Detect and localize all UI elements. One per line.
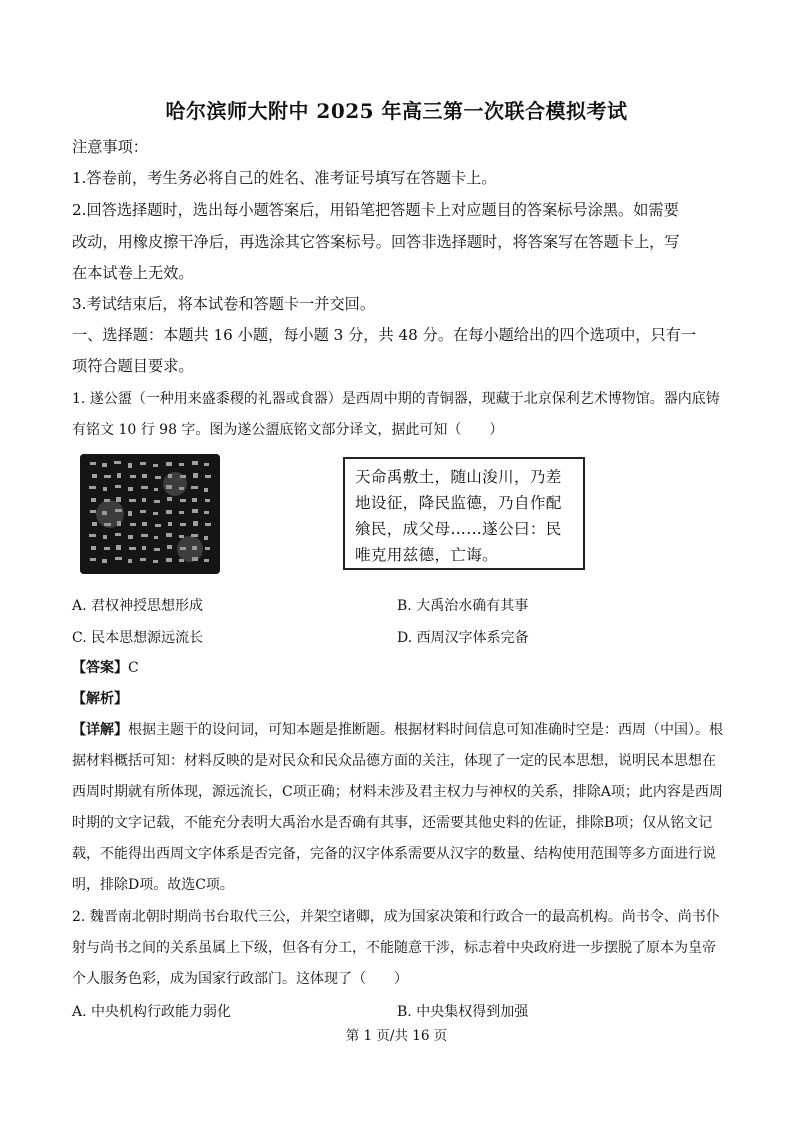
q1-detail-line-6: 明，排除D项。故选C项。: [72, 877, 234, 893]
notice-item-1: 1.答卷前，考生务必将自己的姓名、准考证号填写在答题卡上。: [72, 169, 497, 187]
passage-line-4: 唯克用兹德，亡诲。: [355, 546, 499, 564]
inscription-rubbing-image: [80, 454, 220, 574]
answer-label: 【答案】: [72, 660, 128, 676]
section-heading-line-1: 一、选择题：本题共 16 小题，每小题 3 分，共 48 分。在每小题给出的四个选项中，只有一: [72, 326, 697, 344]
q1-answer: [72, 657, 732, 677]
question-1-stem-line-2: 有铭文 10 行 98 字。图为遂公盨底铭文部分译文，据此可知（ ）: [72, 422, 504, 438]
q2-option-b: B. 中央集权得到加强: [397, 1004, 529, 1020]
q1-detail-line-1: [72, 719, 732, 739]
q1-detail-line-2: 据材料概括可知：材料反映的是对民众和民众品德方面的关注，体现了一定的民本思想，说明民本思想在: [72, 753, 716, 769]
translation-passage-box: [343, 457, 585, 570]
exam-title: 哈尔滨师大附中 2025 年高三第一次联合模拟考试: [165, 99, 628, 123]
detail-text-1: 根据主题干的设问词，可知本题是推断题。根据材料时间信息可知准确时空是：西周（中国）。根: [128, 722, 723, 738]
q1-option-d: D. 西周汉字体系完备: [397, 630, 529, 646]
answer-value: C: [128, 660, 139, 676]
page-number-footer: 第 1 页/共 16 页: [345, 1028, 448, 1044]
notice-item-2-line-1: 2.回答选择题时，选出每小题答案后，用铅笔把答题卡上对应题目的答案标号涂黑。如需要: [72, 201, 679, 219]
question-2-stem-line-3: 个人服务色彩，成为国家行政部门。这体现了（ ）: [72, 971, 408, 987]
q1-option-c: C. 民本思想源远流长: [72, 630, 204, 646]
q1-detail-line-4: 时期的文字记载，不能充分表明大禹治水是否确有其事，还需要其他史料的佐证，排除B项；仅从铭文记: [72, 815, 713, 831]
notice-item-2-line-3: 在本试卷上无效。: [72, 264, 194, 282]
q1-detail-line-5: 载，不能得出西周文字体系是否完备，完备的汉字体系需要从汉字的数量、结构使用范围等多方面进行说: [72, 846, 716, 862]
q1-detail-line-3: 西周时期就有所体现，源远流长，C项正确；材料未涉及君主权力与神权的关系，排除A项；此内容是西周: [72, 784, 723, 800]
question-2-stem-line-2: 射与尚书之间的关系虽属上下级，但各有分工，不能随意干涉，标志着中央政府进一步摆脱了原本为皇帝: [72, 940, 716, 956]
notice-heading: 注意事项：: [72, 138, 148, 156]
passage-line-3: 飨民，成父母……遂公曰：民: [355, 520, 562, 538]
notice-item-2-line-2: 改动，用橡皮擦干净后，再选涂其它答案标号。回答非选择题时，将答案写在答题卡上，写: [72, 233, 680, 251]
notice-item-3: 3.考试结束后，将本试卷和答题卡一并交回。: [72, 295, 376, 313]
section-heading-line-2: 项符合题目要求。: [72, 357, 194, 375]
q1-option-a: A. 君权神授思想形成: [72, 598, 204, 614]
detail-label: 【详解】: [72, 722, 128, 738]
analysis-label: 【解析】: [72, 691, 128, 707]
passage-line-1: 天命禹敷土，随山浚川，乃差: [355, 468, 562, 486]
q2-option-a: A. 中央机构行政能力弱化: [72, 1004, 232, 1020]
question-1-stem-line-1: 1. 遂公盨（一种用来盛黍稷的礼器或食器）是西周中期的青铜器，现藏于北京保利艺术博物馆。器内底铸: [72, 391, 720, 407]
q1-analysis-label: [72, 688, 732, 708]
question-2-stem-line-1: 2. 魏晋南北朝时期尚书台取代三公，并架空诸卿，成为国家决策和行政合一的最高机构。尚书令、尚书仆: [72, 909, 720, 925]
passage-line-2: 地设征，降民监德，乃自作配: [355, 494, 562, 512]
q1-option-b: B. 大禹治水确有其事: [397, 598, 529, 614]
